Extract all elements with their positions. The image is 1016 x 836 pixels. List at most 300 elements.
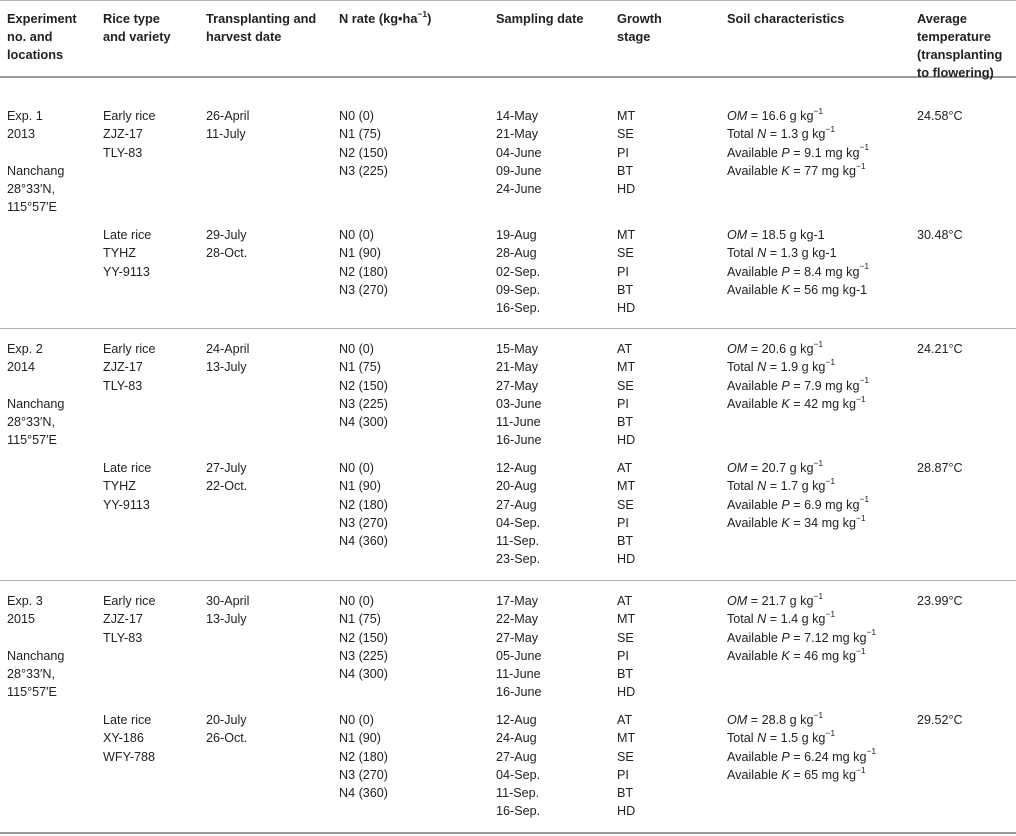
soil-variable: OM (727, 461, 748, 475)
growth-stage: MT (617, 360, 636, 375)
soil-variable: N (757, 731, 767, 746)
rice-line: TYHZ (103, 246, 136, 261)
sampling-date: 11-Sep. (496, 534, 540, 549)
n-rate-cell (339, 340, 388, 431)
soil-unit-exponent: −1 (859, 261, 870, 272)
temperature-value: 24.58°C (917, 109, 963, 123)
soil-value: = 1.9 g kg (766, 360, 826, 375)
soil-unit-exponent: −1 (825, 357, 836, 368)
date-line: 13-July (206, 612, 247, 627)
rice-line: Late rice (103, 461, 152, 475)
soil-variable: OM (727, 594, 748, 608)
n-rate-line: N0 (0) (339, 342, 374, 356)
sampling-date: 16-Sep. (496, 301, 541, 316)
rice-variety-cell (103, 226, 151, 281)
soil-value: = 28.8 g kg (747, 713, 814, 727)
growth-stage: PI (617, 648, 629, 663)
header-soil: Soil characteristics (727, 11, 845, 26)
sampling-date: 11-Sep. (496, 786, 540, 801)
growth-stage: SE (617, 749, 634, 764)
n-rate-line: N3 (270) (339, 767, 388, 782)
n-rate-line: N2 (150) (339, 378, 388, 393)
growth-stage: MT (617, 228, 636, 242)
sampling-cell (496, 592, 542, 702)
soil-prefix: Available (727, 396, 782, 411)
sampling-date: 20-Aug (496, 479, 537, 494)
soil-line (727, 629, 876, 647)
soil-prefix: Available (727, 264, 782, 279)
growth-stage: AT (617, 342, 633, 356)
soil-unit-exponent: −1 (855, 160, 866, 171)
soil-unit-exponent: −1 (855, 764, 866, 775)
rice-line: Early rice (103, 594, 156, 608)
n-rate-line: N2 (150) (339, 630, 388, 645)
header-n-rate: N rate $(kg•ha^{-1})$ (339, 8, 432, 26)
soil-line (727, 244, 869, 262)
location-label: Nanchang (7, 163, 65, 178)
soil-line (727, 514, 869, 532)
experiment-label: 2013 (7, 127, 36, 142)
n-rate-cell (339, 711, 388, 802)
n-rate-cell (339, 107, 388, 180)
rice-line: WFY-788 (103, 749, 156, 764)
soil-unit-exponent: −1 (825, 728, 836, 739)
n-rate-line: N0 (0) (339, 461, 374, 475)
soil-line (727, 263, 869, 281)
rice-line: YY-9113 (103, 264, 150, 279)
soil-cell (727, 340, 869, 413)
soil-cell (727, 107, 869, 180)
soil-prefix: Total (727, 127, 758, 142)
soil-prefix: Total (727, 612, 758, 627)
growth-stage: SE (617, 246, 634, 261)
n-rate-line: N3 (270) (339, 282, 388, 297)
sampling-cell (496, 226, 540, 317)
temperature-value: 23.99°C (917, 594, 963, 608)
soil-variable: N (757, 360, 767, 375)
n-rate-cell (339, 226, 388, 299)
n-rate-line: N0 (0) (339, 594, 374, 608)
soil-cell (727, 459, 869, 532)
n-rate-line: N2 (180) (339, 497, 388, 512)
sampling-date: 12-Aug (496, 713, 537, 727)
spacer (7, 377, 64, 395)
dates-cell (206, 592, 249, 629)
soil-prefix: Available (727, 648, 782, 663)
growth-stage: MT (617, 109, 636, 123)
soil-variable: OM (727, 342, 748, 356)
experiment-cell (7, 107, 64, 217)
n-rate-line: N3 (225) (339, 163, 388, 178)
soil-line (727, 144, 869, 162)
soil-line (727, 340, 869, 358)
growth-stage: HD (617, 804, 636, 819)
soil-value: = 46 mg kg (789, 648, 856, 663)
date-line: 27-July (206, 461, 247, 475)
rice-line: ZJZ-17 (103, 360, 143, 375)
soil-cell (727, 711, 876, 784)
n-rate-line: N1 (75) (339, 360, 381, 375)
location-label: 115°57′E (7, 433, 57, 448)
date-line: 26-April (206, 109, 250, 123)
temperature-cell (917, 107, 963, 125)
experiment-separator (0, 580, 1016, 581)
sampling-date: 16-Sep. (496, 804, 541, 819)
soil-value: = 42 mg kg (789, 396, 856, 411)
soil-variable: P (781, 749, 790, 764)
date-line: 20-July (206, 713, 247, 727)
spacer (7, 144, 64, 162)
dates-cell (206, 107, 249, 144)
sampling-date: 11-June (496, 667, 541, 682)
soil-line (727, 647, 876, 665)
n-rate-line: N3 (225) (339, 648, 388, 663)
n-rate-line: N2 (150) (339, 145, 388, 160)
n-rate-line: N4 (300) (339, 667, 388, 682)
soil-variable: N (757, 479, 767, 494)
stage-cell (617, 340, 635, 450)
date-line: 26-Oct. (206, 731, 248, 746)
date-line: 13-July (206, 360, 247, 375)
location-label: 28°33′N, (7, 667, 56, 682)
soil-variable: P (781, 497, 790, 512)
rice-line: Early rice (103, 342, 156, 356)
soil-line (727, 592, 876, 610)
sampling-date: 27-Aug (496, 749, 537, 764)
growth-stage: PI (617, 264, 629, 279)
n-rate-line: N3 (270) (339, 515, 388, 530)
sampling-date: 16-June (496, 685, 542, 700)
growth-stage: SE (617, 378, 634, 393)
temperature-value: 30.48°C (917, 228, 963, 242)
soil-value: = 77 mg kg (789, 163, 856, 178)
soil-unit-exponent: −1 (859, 375, 870, 386)
sampling-date: 04-Sep. (496, 515, 541, 530)
soil-value: = 1.3 g kg-1 (766, 246, 837, 261)
location-label: Nanchang (7, 396, 65, 411)
soil-variable: K (781, 282, 790, 297)
growth-stage: PI (617, 396, 629, 411)
soil-value: = 21.7 g kg (747, 594, 814, 608)
soil-value: = 1.7 g kg (766, 479, 826, 494)
n-rate-cell (339, 592, 388, 683)
soil-prefix: Available (727, 163, 782, 178)
rice-line: Late rice (103, 713, 152, 727)
temperature-value: 29.52°C (917, 713, 963, 727)
header-transplanting: Transplanting and harvest date (206, 11, 317, 44)
soil-line (727, 107, 869, 125)
soil-value: = 7.12 mg kg (789, 630, 867, 645)
soil-line (727, 610, 876, 628)
sampling-date: 02-Sep. (496, 264, 541, 279)
soil-value: = 6.24 mg kg (789, 749, 867, 764)
stage-cell (617, 711, 635, 821)
soil-variable: K (781, 396, 790, 411)
sampling-date: 27-May (496, 378, 538, 393)
growth-stage: BT (617, 667, 634, 682)
sampling-date: 28-Aug (496, 246, 537, 261)
location-label: 115°57′E (7, 685, 57, 700)
sampling-date: 17-May (496, 594, 538, 608)
rice-variety-cell (103, 711, 155, 766)
soil-line (727, 226, 869, 244)
sampling-date: 03-June (496, 396, 542, 411)
soil-line (727, 377, 869, 395)
soil-prefix: Available (727, 282, 782, 297)
date-line: 30-April (206, 594, 250, 608)
soil-variable: P (781, 630, 790, 645)
soil-line (727, 281, 869, 299)
date-line: 24-April (206, 342, 250, 356)
sampling-date: 14-May (496, 109, 538, 123)
soil-variable: K (781, 163, 790, 178)
experiment-label: 2014 (7, 360, 36, 375)
soil-unit-exponent: −1 (813, 338, 824, 349)
soil-variable: OM (727, 109, 748, 123)
growth-stage: HD (617, 433, 636, 448)
n-rate-cell (339, 459, 388, 550)
stage-cell (617, 107, 635, 198)
soil-line (727, 748, 876, 766)
soil-line (727, 358, 869, 376)
soil-value: = 20.6 g kg (747, 342, 814, 356)
sampling-date: 12-Aug (496, 461, 537, 475)
soil-prefix: Available (727, 378, 782, 393)
soil-unit-exponent: −1 (855, 512, 866, 523)
dates-cell (206, 226, 247, 263)
sampling-date: 16-June (496, 433, 542, 448)
soil-variable: P (781, 378, 790, 393)
soil-variable: OM (727, 228, 748, 242)
soil-variable: OM (727, 713, 748, 727)
soil-prefix: Available (727, 749, 782, 764)
table-bottom-rule (0, 832, 1016, 834)
stage-cell (617, 592, 635, 702)
table-top-rule (0, 0, 1016, 1)
soil-unit-exponent: −1 (825, 476, 836, 487)
sampling-date: 22-May (496, 612, 538, 627)
sampling-date: 23-Sep. (496, 552, 541, 567)
n-rate-line: N0 (0) (339, 713, 374, 727)
soil-unit-exponent: −1 (813, 105, 824, 116)
temperature-cell (917, 226, 963, 244)
soil-value: = 18.5 g kg-1 (747, 228, 825, 242)
soil-line (727, 125, 869, 143)
soil-prefix: Available (727, 630, 782, 645)
soil-unit-exponent: −1 (813, 709, 824, 720)
sampling-date: 09-June (496, 163, 542, 178)
soil-value: = 8.4 mg kg (789, 264, 860, 279)
soil-variable: K (781, 767, 790, 782)
rice-line: XY-186 (103, 731, 144, 746)
growth-stage: HD (617, 182, 636, 197)
header-sampling-date: Sampling date (496, 11, 584, 26)
date-line: 29-July (206, 228, 247, 242)
soil-unit-exponent: −1 (825, 124, 836, 135)
experiment-separator (0, 328, 1016, 329)
n-rate-line: N2 (180) (339, 749, 388, 764)
experiment-label: Exp. 1 (7, 109, 43, 123)
n-rate-line: N1 (90) (339, 479, 381, 494)
soil-prefix: Total (727, 246, 758, 261)
soil-value: = 56 mg kg-1 (789, 282, 868, 297)
soil-prefix: Available (727, 497, 782, 512)
sampling-cell (496, 711, 540, 821)
rice-variety-cell (103, 340, 155, 395)
date-line: 22-Oct. (206, 479, 248, 494)
temperature-cell (917, 592, 963, 610)
soil-line (727, 711, 876, 729)
n-rate-line: N1 (90) (339, 246, 381, 261)
stage-cell (617, 459, 635, 569)
soil-unit-exponent: −1 (866, 627, 877, 638)
dates-cell (206, 459, 247, 496)
sampling-cell (496, 459, 540, 569)
rice-line: TLY-83 (103, 145, 143, 160)
n-rate-line: N1 (75) (339, 127, 381, 142)
growth-stage: SE (617, 497, 634, 512)
rice-line: TYHZ (103, 479, 136, 494)
soil-value: = 1.4 g kg (766, 612, 826, 627)
sampling-date: 21-May (496, 127, 538, 142)
soil-variable: P (781, 264, 790, 279)
soil-prefix: Available (727, 767, 782, 782)
soil-variable: N (757, 246, 767, 261)
growth-stage: BT (617, 163, 634, 178)
header-growth-stage: Growth stage (617, 11, 662, 44)
soil-unit-exponent: −1 (813, 590, 824, 601)
soil-value: = 6.9 mg kg (789, 497, 860, 512)
experiment-label: 2015 (7, 612, 36, 627)
soil-prefix: Available (727, 145, 782, 160)
soil-unit-exponent: −1 (859, 142, 870, 153)
sampling-cell (496, 340, 542, 450)
temperature-cell (917, 459, 963, 477)
soil-line (727, 459, 869, 477)
soil-variable: P (781, 145, 790, 160)
sampling-date: 15-May (496, 342, 538, 356)
header-temperature: Average temperature (transplanting to flowering) (917, 11, 1003, 80)
soil-value: = 1.5 g kg (766, 731, 826, 746)
soil-prefix: Available (727, 515, 782, 530)
n-rate-line: N1 (75) (339, 612, 381, 627)
growth-stage: MT (617, 612, 636, 627)
spacer (7, 629, 64, 647)
rice-variety-cell (103, 459, 151, 514)
soil-value: = 65 mg kg (789, 767, 856, 782)
soil-unit-exponent: −1 (813, 457, 824, 468)
temperature-cell (917, 340, 963, 358)
sampling-date: 21-May (496, 360, 538, 375)
growth-stage: PI (617, 145, 629, 160)
n-rate-line: N4 (360) (339, 534, 388, 549)
soil-variable: K (781, 648, 790, 663)
soil-prefix: Total (727, 479, 758, 494)
rice-line: ZJZ-17 (103, 612, 143, 627)
sampling-date: 04-Sep. (496, 767, 541, 782)
rice-line: TLY-83 (103, 630, 143, 645)
temperature-value: 24.21°C (917, 342, 963, 356)
growth-stage: HD (617, 685, 636, 700)
sampling-date: 24-Aug (496, 731, 537, 746)
growth-stage: AT (617, 461, 633, 475)
soil-line (727, 395, 869, 413)
rice-line: TLY-83 (103, 378, 143, 393)
experiment-label: Exp. 3 (7, 594, 43, 608)
growth-stage: SE (617, 630, 634, 645)
sampling-date: 05-June (496, 648, 542, 663)
soil-cell (727, 226, 869, 299)
soil-unit-exponent: −1 (866, 746, 877, 757)
soil-line (727, 162, 869, 180)
growth-stage: PI (617, 515, 629, 530)
location-label: 28°33′N, (7, 182, 56, 197)
growth-stage: MT (617, 479, 636, 494)
sampling-date: 27-Aug (496, 497, 537, 512)
growth-stage: HD (617, 301, 636, 316)
growth-stage: HD (617, 552, 636, 567)
sampling-date: 27-May (496, 630, 538, 645)
growth-stage: SE (617, 127, 634, 142)
rice-line: YY-9113 (103, 497, 150, 512)
header-experiment: Experiment no. and locations (7, 11, 77, 62)
soil-value: = 1.3 g kg (766, 127, 826, 142)
n-rate-line: N1 (90) (339, 731, 381, 746)
growth-stage: BT (617, 534, 634, 549)
soil-cell (727, 592, 876, 665)
sampling-date: 24-June (496, 182, 542, 197)
soil-unit-exponent: −1 (825, 609, 836, 620)
stage-cell (617, 226, 635, 317)
sampling-date: 19-Aug (496, 228, 537, 242)
rice-line: Early rice (103, 109, 156, 123)
dates-cell (206, 340, 249, 377)
rice-variety-cell (103, 107, 155, 162)
experiment-cell (7, 592, 64, 702)
soil-variable: N (757, 612, 767, 627)
soil-value: = 9.1 mg kg (789, 145, 860, 160)
header-rule (0, 76, 1016, 78)
soil-value: = 20.7 g kg (747, 461, 814, 475)
sampling-date: 11-June (496, 415, 541, 430)
sampling-date: 09-Sep. (496, 282, 541, 297)
location-label: 115°57′E (7, 200, 57, 215)
header-rice-type: Rice type and variety (103, 11, 171, 44)
rice-line: ZJZ-17 (103, 127, 143, 142)
soil-variable: K (781, 515, 790, 530)
soil-prefix: Total (727, 360, 758, 375)
soil-unit-exponent: −1 (855, 393, 866, 404)
soil-value: = 7.9 mg kg (789, 378, 860, 393)
soil-line (727, 477, 869, 495)
n-rate-line: N4 (360) (339, 786, 388, 801)
experiment-label: Exp. 2 (7, 342, 43, 356)
soil-line (727, 729, 876, 747)
dates-cell (206, 711, 247, 748)
location-label: 28°33′N, (7, 415, 56, 430)
date-line: 11-July (206, 127, 246, 142)
growth-stage: BT (617, 786, 634, 801)
location-label: Nanchang (7, 648, 65, 663)
growth-stage: AT (617, 594, 633, 608)
soil-unit-exponent: −1 (855, 645, 866, 656)
rice-variety-cell (103, 592, 155, 647)
growth-stage: BT (617, 415, 634, 430)
temperature-cell (917, 711, 963, 729)
n-rate-line: N2 (180) (339, 264, 388, 279)
growth-stage: AT (617, 713, 633, 727)
sampling-date: 04-June (496, 145, 542, 160)
